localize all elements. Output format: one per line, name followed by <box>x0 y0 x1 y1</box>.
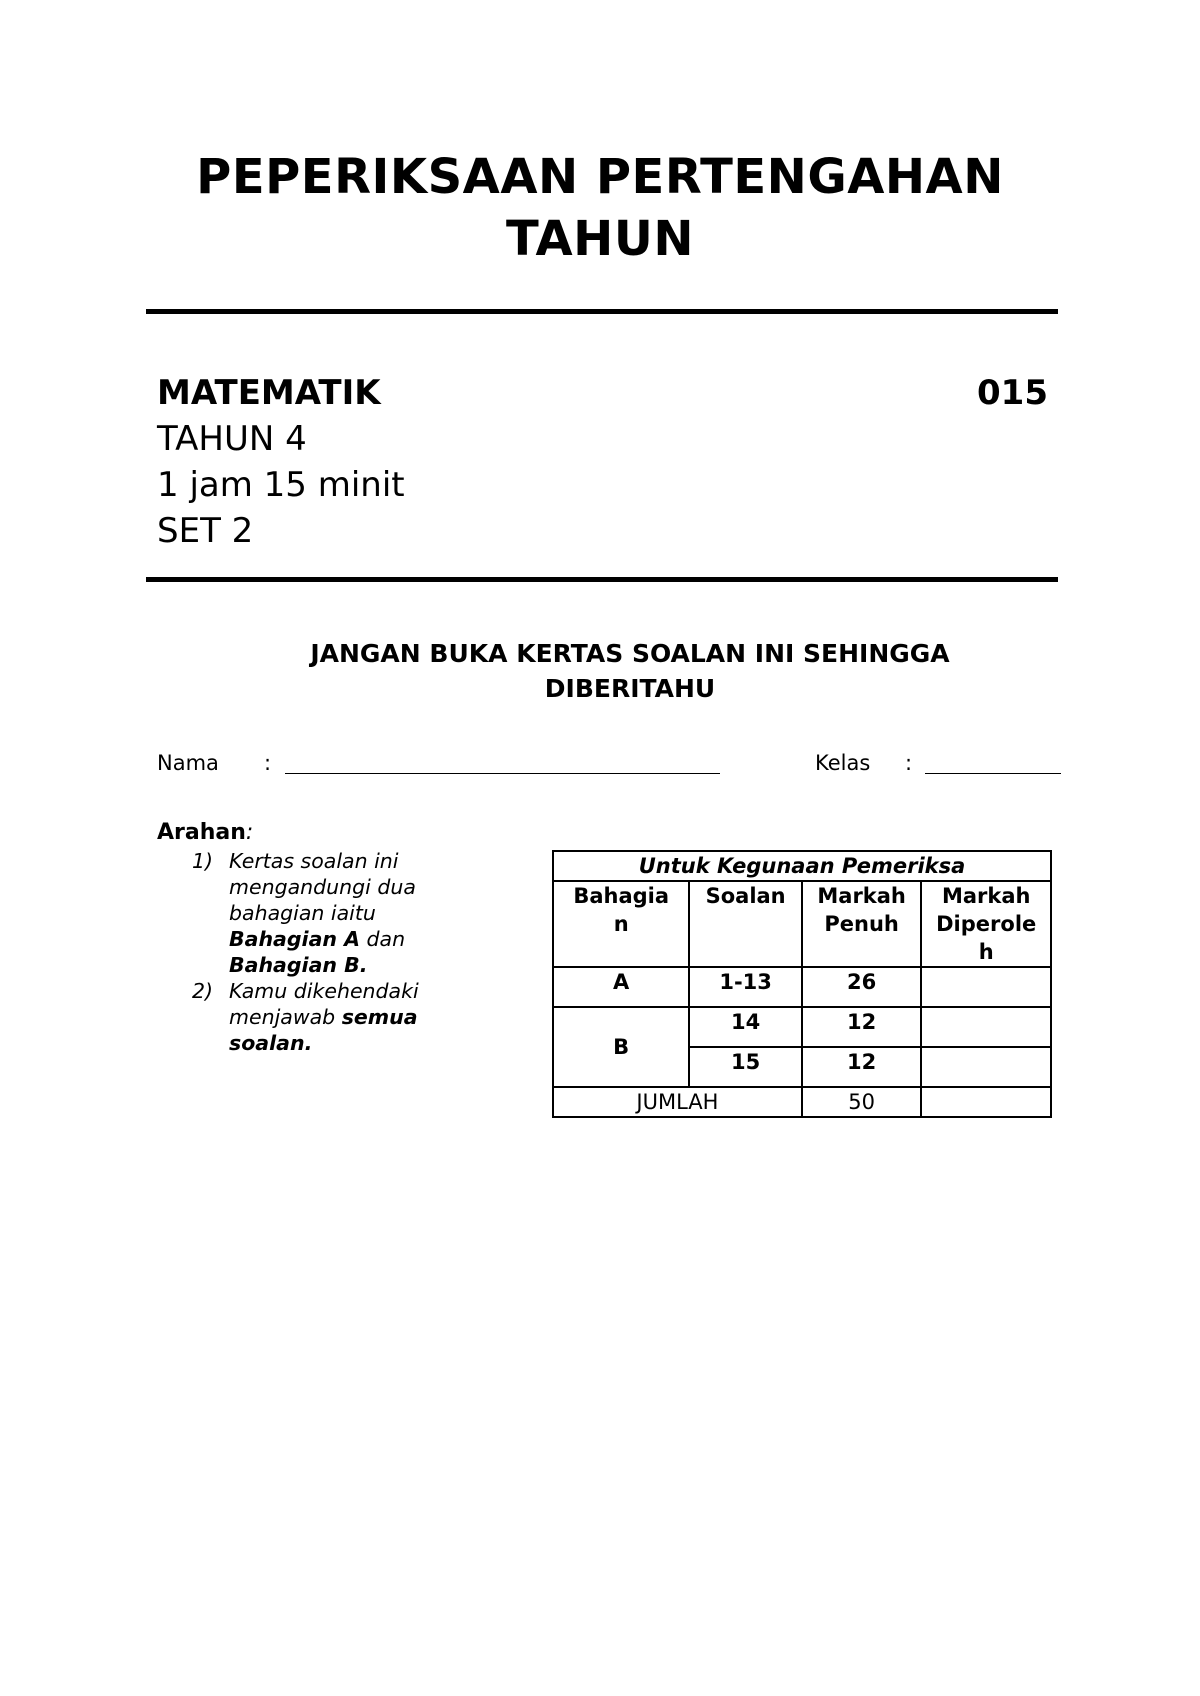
instructions-heading-text: Arahan <box>157 820 246 845</box>
kelas-input-line[interactable] <box>925 773 1061 774</box>
cell-markah-penuh: 12 <box>802 1007 922 1047</box>
cell-markah-penuh: 26 <box>802 967 922 1007</box>
total-value: 50 <box>802 1087 922 1117</box>
cell-soalan: 14 <box>689 1007 802 1047</box>
instruction-number: 1) <box>192 849 214 873</box>
instructions-heading-colon: : <box>245 820 254 845</box>
table-header-row <box>553 881 1051 967</box>
header-line: Markah <box>941 884 1031 908</box>
instruction-text <box>229 978 452 1056</box>
exam-title-line2: TAHUN <box>506 211 694 267</box>
total-obtained[interactable] <box>921 1087 1051 1117</box>
warning-line1: JANGAN BUKA KERTAS SOALAN INI SEHINGGA <box>310 639 950 668</box>
subject-code: 015 <box>977 373 1048 413</box>
header-bahagian <box>553 881 689 967</box>
nama-input-line[interactable] <box>285 773 720 774</box>
header-line: Penuh <box>824 912 899 936</box>
cell-bahagian: A <box>553 967 689 1007</box>
kelas-colon: : <box>905 751 913 775</box>
instructions-heading <box>157 819 253 847</box>
cell-soalan: 15 <box>689 1047 802 1087</box>
instruction-item <box>192 848 452 978</box>
table-total-row <box>553 1087 1051 1117</box>
instruction-text-part: dan <box>360 927 406 951</box>
table-caption-row <box>553 851 1051 881</box>
instruction-bold-part: Bahagian A <box>229 927 361 951</box>
instruction-bold-part: Bahagian B <box>229 953 360 977</box>
header-markah-penuh <box>802 881 922 967</box>
cell-markah-penuh: 12 <box>802 1047 922 1087</box>
instruction-text-part: . <box>359 953 368 977</box>
bottom-divider <box>146 577 1058 582</box>
table-row <box>553 1007 1051 1047</box>
warning-line2: DIBERITAHU <box>544 674 716 703</box>
cell-markah-diperoleh[interactable] <box>921 1007 1051 1047</box>
header-line: n <box>613 912 629 936</box>
header-soalan <box>689 881 802 967</box>
kelas-label: Kelas <box>815 751 871 775</box>
instruction-item <box>192 978 452 1056</box>
instruction-text <box>229 848 452 978</box>
cell-markah-diperoleh[interactable] <box>921 1047 1051 1087</box>
top-divider <box>146 309 1058 314</box>
instruction-text-part: Kamu dikehendaki menjawab <box>229 979 419 1029</box>
duration-label: 1 jam 15 minit <box>157 465 405 505</box>
exam-title-line1: PEPERIKSAAN PERTENGAHAN <box>196 149 1004 205</box>
subject-name: MATEMATIK <box>157 373 381 413</box>
instruction-number: 2) <box>192 979 214 1003</box>
instruction-text-part: Kertas soalan ini mengandungi dua bahagian iaitu <box>229 849 416 925</box>
nama-colon: : <box>264 751 272 775</box>
header-line: Soalan <box>705 884 786 908</box>
total-label: JUMLAH <box>553 1087 802 1117</box>
header-line: Diperole <box>936 912 1037 936</box>
cell-soalan: 1-13 <box>689 967 802 1007</box>
year-label: TAHUN 4 <box>157 419 307 459</box>
cell-markah-diperoleh[interactable] <box>921 967 1051 1007</box>
table-caption: Untuk Kegunaan Pemeriksa <box>553 851 1051 881</box>
header-line: h <box>978 940 994 964</box>
header-markah-diperoleh <box>921 881 1051 967</box>
instruction-text-part: . <box>304 1031 313 1055</box>
examiner-marks-table <box>552 850 1052 1118</box>
nama-label: Nama <box>157 751 219 775</box>
set-label: SET 2 <box>157 511 254 551</box>
cell-bahagian: B <box>553 1007 689 1087</box>
do-not-open-warning <box>230 636 1030 706</box>
instruction-bold-part: semua soalan <box>229 1005 418 1055</box>
header-line: Bahagia <box>573 884 670 908</box>
exam-title <box>120 146 1080 270</box>
header-line: Markah <box>817 884 906 908</box>
table-row <box>553 967 1051 1007</box>
